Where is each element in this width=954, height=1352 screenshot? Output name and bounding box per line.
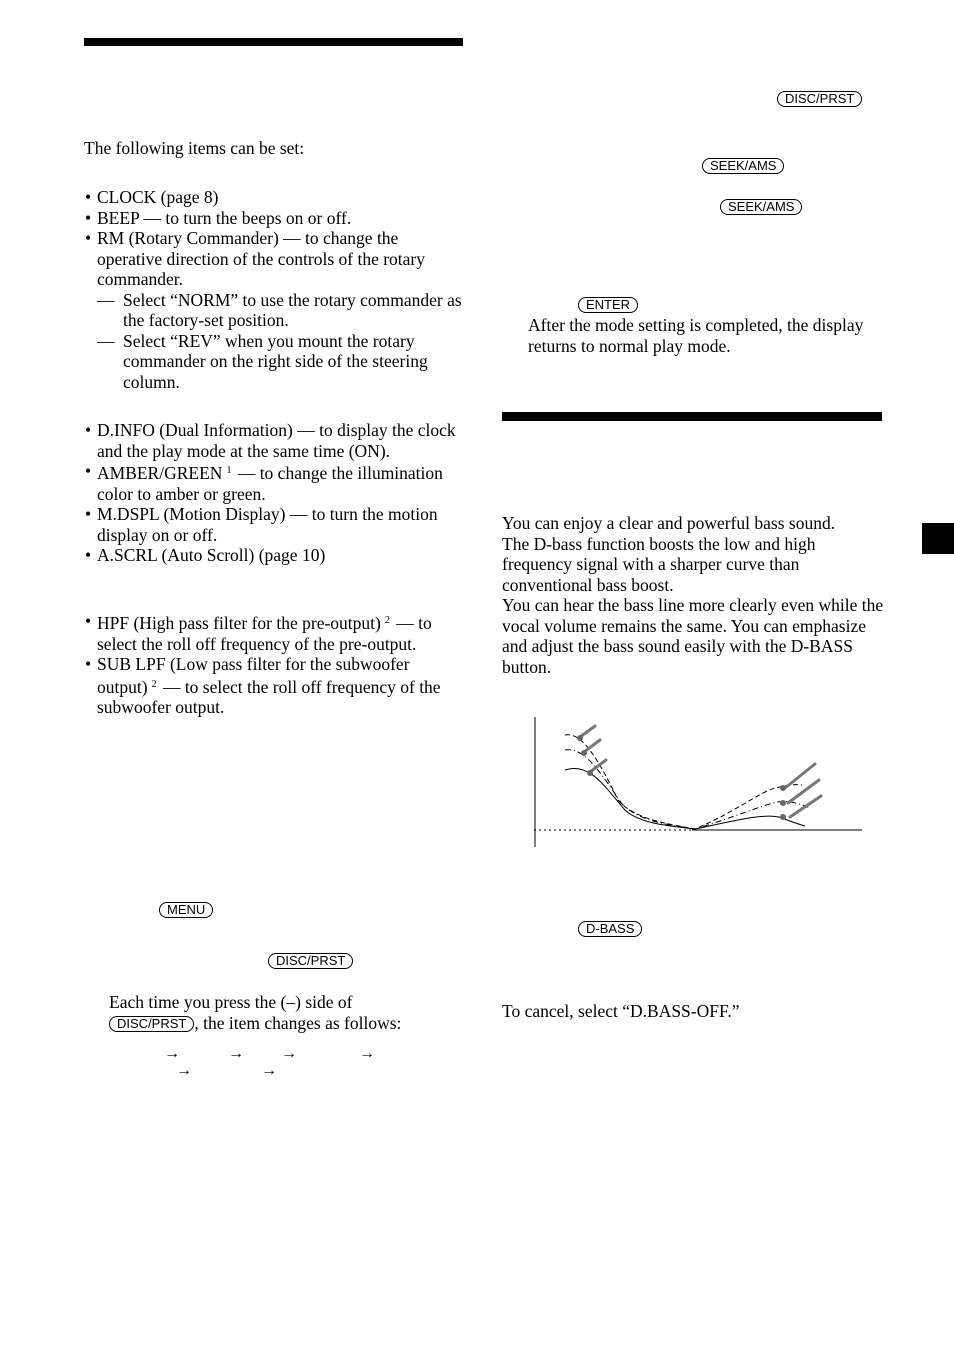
adjust-marker <box>580 726 595 737</box>
after-setting-text: After the mode setting is completed, the display returns to normal play mode. <box>528 315 864 356</box>
settings-list-3 <box>84 611 466 718</box>
list-item: • RM (Rotary Commander) — to change the operative direction of the controls of the rotary commander. <box>84 228 464 290</box>
arrow-right-icon: → <box>228 1045 244 1062</box>
dbass-description <box>502 513 887 677</box>
settings-list-1 <box>84 187 464 392</box>
dbass-curve-graph <box>520 712 870 852</box>
rm-option-norm: — Select “NORM” to use the rotary commander as the factory-set position. <box>97 289 462 330</box>
disc-prst-button[interactable]: DISC/PRST <box>268 953 353 969</box>
menu-button[interactable]: MENU <box>159 902 213 918</box>
section-rule-left <box>84 38 463 46</box>
enter-button[interactable]: ENTER <box>578 297 638 313</box>
arrow-right-icon: → <box>281 1045 297 1062</box>
list-item: • AMBER/GREEN $^1$ — to change the illumination color to amber or green. <box>84 461 464 504</box>
paragraph: You can enjoy a clear and powerful bass sound. <box>502 513 836 533</box>
dbass-button[interactable]: D-BASS <box>578 921 642 937</box>
list-item: • M.DSPL (Motion Display) — to turn the motion display on or off. <box>84 504 464 545</box>
list-item: • A.SCRL (Auto Scroll) (page 10) <box>84 545 464 566</box>
seek-ams-button[interactable]: SEEK/AMS <box>720 199 802 215</box>
paragraph: You can hear the bass line more clearly even while the vocal volume remains the same. You can emphasize and adjust the bass sound easily with the D-BASS button. <box>502 595 884 677</box>
disc-prst-button-inline[interactable]: DISC/PRST <box>109 1016 194 1032</box>
item-change-instruction: Each time you press the (–) side of DISC/PRST , the item changes as follows: <box>109 992 402 1033</box>
list-item: • D.INFO (Dual Information) — to display the clock and the play mode at the same time (ON). <box>84 420 464 461</box>
paragraph: The D-bass function boosts the low and high frequency signal with a sharper curve than conventional bass boost. <box>502 533 816 595</box>
footnote-ref: 2 <box>151 678 157 690</box>
cancel-text: To cancel, select “D.BASS-OFF.” <box>502 1001 740 1021</box>
adjust-marker <box>785 764 815 788</box>
curve-low <box>565 768 805 829</box>
rm-option-rev: — Select “REV” when you mount the rotary commander on the right side of the steering column. <box>97 330 428 392</box>
list-item: • BEEP — to turn the beeps on or off. <box>84 208 464 229</box>
list-item: • SUB LPF (Low pass filter for the subwoofer output) $^2$ — to select the roll off frequency of the subwoofer output. <box>84 654 466 718</box>
list-item: • CLOCK (page 8) <box>84 187 464 208</box>
page-edge-tab <box>922 523 954 554</box>
arrow-right-icon: → <box>164 1045 180 1062</box>
section-rule-right <box>502 412 882 421</box>
footnote-ref: 2 <box>384 615 390 626</box>
list-item: • HPF (High pass filter for the pre-output) $^2$ — to select the roll off frequency of the pre-output. <box>84 611 466 654</box>
settings-list-2 <box>84 420 464 566</box>
seek-ams-button[interactable]: SEEK/AMS <box>702 158 784 174</box>
arrow-right-icon: → <box>359 1045 375 1062</box>
footnote-ref: 1 <box>226 465 232 476</box>
arrow-right-icon: → <box>176 1062 192 1079</box>
intro-text: The following items can be set: <box>84 138 305 158</box>
arrow-right-icon: → <box>261 1062 277 1079</box>
disc-prst-button-right[interactable]: DISC/PRST <box>777 91 862 107</box>
